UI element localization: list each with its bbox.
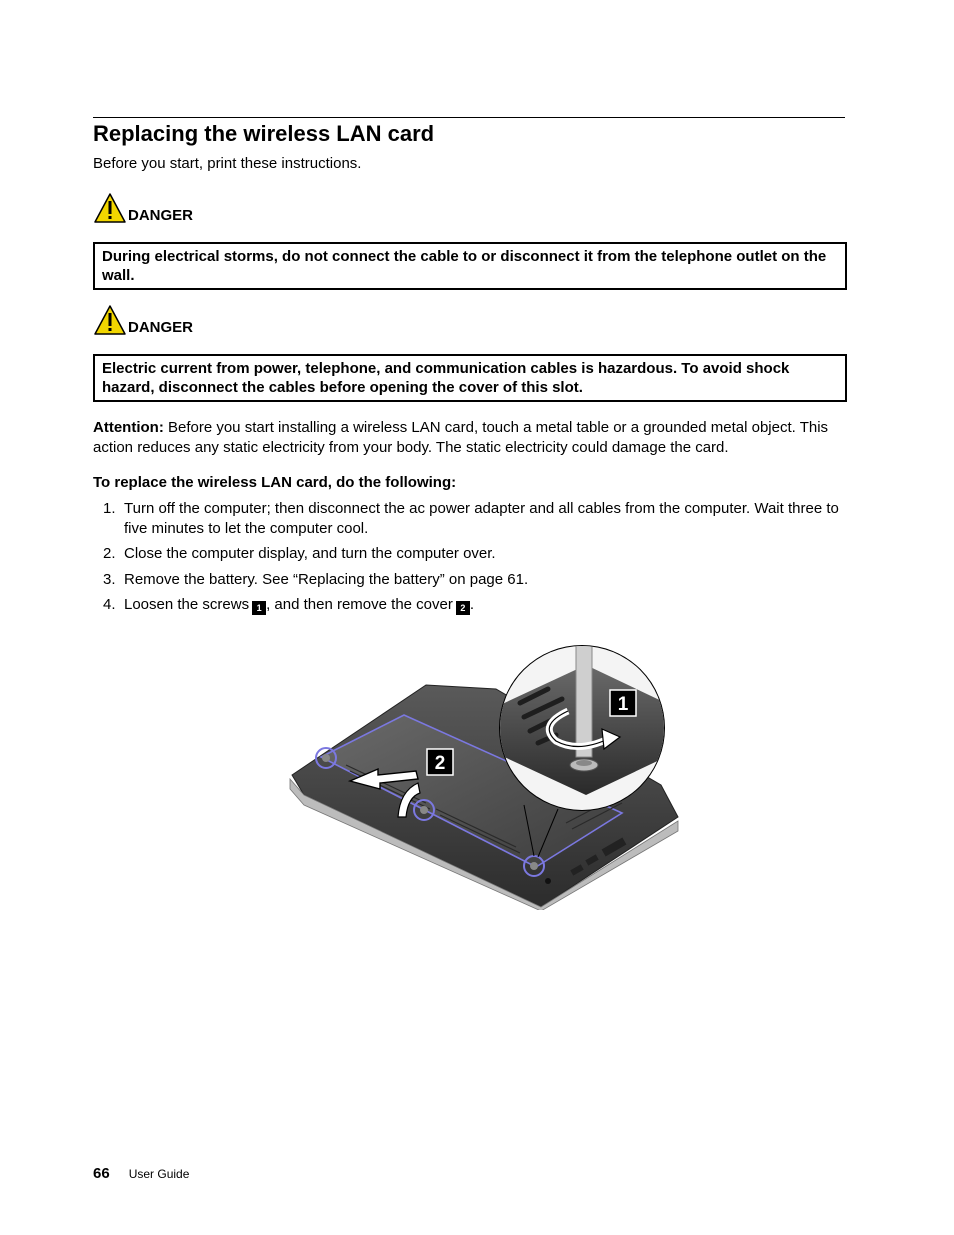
attention-label: Attention: xyxy=(93,419,164,436)
page-footer xyxy=(93,1165,189,1182)
page-title: Replacing the wireless LAN card xyxy=(93,121,435,146)
warning-triangle-icon xyxy=(93,304,127,336)
procedure-steps xyxy=(93,499,845,615)
danger-notice-1: During electrical storms, do not connect the cable to or disconnect it from the telephone outlet on the wall. xyxy=(93,242,847,290)
figure-callout-1 xyxy=(610,690,636,716)
callout-badge-1: 1 xyxy=(252,601,266,615)
svg-text:2: 2 xyxy=(434,753,446,774)
list-item: 2. Close the computer display, and turn the computer over. xyxy=(103,545,496,562)
warning-triangle-icon xyxy=(93,192,127,224)
figure-callout-2 xyxy=(427,749,453,775)
document-name: User Guide xyxy=(128,1167,190,1181)
danger-heading-1 xyxy=(93,192,193,224)
danger-notice-2: Electric current from power, telephone, and communication cables is hazardous. To avoid shock hazard, disconnect the cables before opening the cover of this slot. xyxy=(93,354,847,402)
intro-text: Before you start, print these instructions. xyxy=(93,155,362,172)
procedure-heading: To replace the wireless LAN card, do the following: xyxy=(93,474,457,491)
laptop-bottom-illustration xyxy=(286,645,682,910)
svg-text:1: 1 xyxy=(617,694,629,715)
list-item: 1. Turn off the computer; then disconnect the ac power adapter and all cables from the computer. Wait three to five minutes to let the computer cool. xyxy=(103,500,839,537)
page-number: 66 xyxy=(93,1165,110,1182)
section-rule xyxy=(93,117,845,118)
danger-label: DANGER xyxy=(128,319,194,336)
attention-note xyxy=(93,418,845,457)
danger-label: DANGER xyxy=(128,207,194,224)
callout-badge-2: 2 xyxy=(456,601,470,615)
laptop-underside-drawing xyxy=(286,645,682,910)
list-item: 4. Loosen the screws 1 , and then remove the cover 2 . xyxy=(103,596,475,613)
list-item: 3. Remove the battery. See “Replacing the battery” on page 61. xyxy=(103,570,529,588)
danger-heading-2 xyxy=(93,304,193,336)
attention-text: Before you start installing a wireless LAN card, touch a metal table or a grounded metal object. This action reduces any static electricity from your body. The static electricity could damage the card. xyxy=(93,419,829,456)
